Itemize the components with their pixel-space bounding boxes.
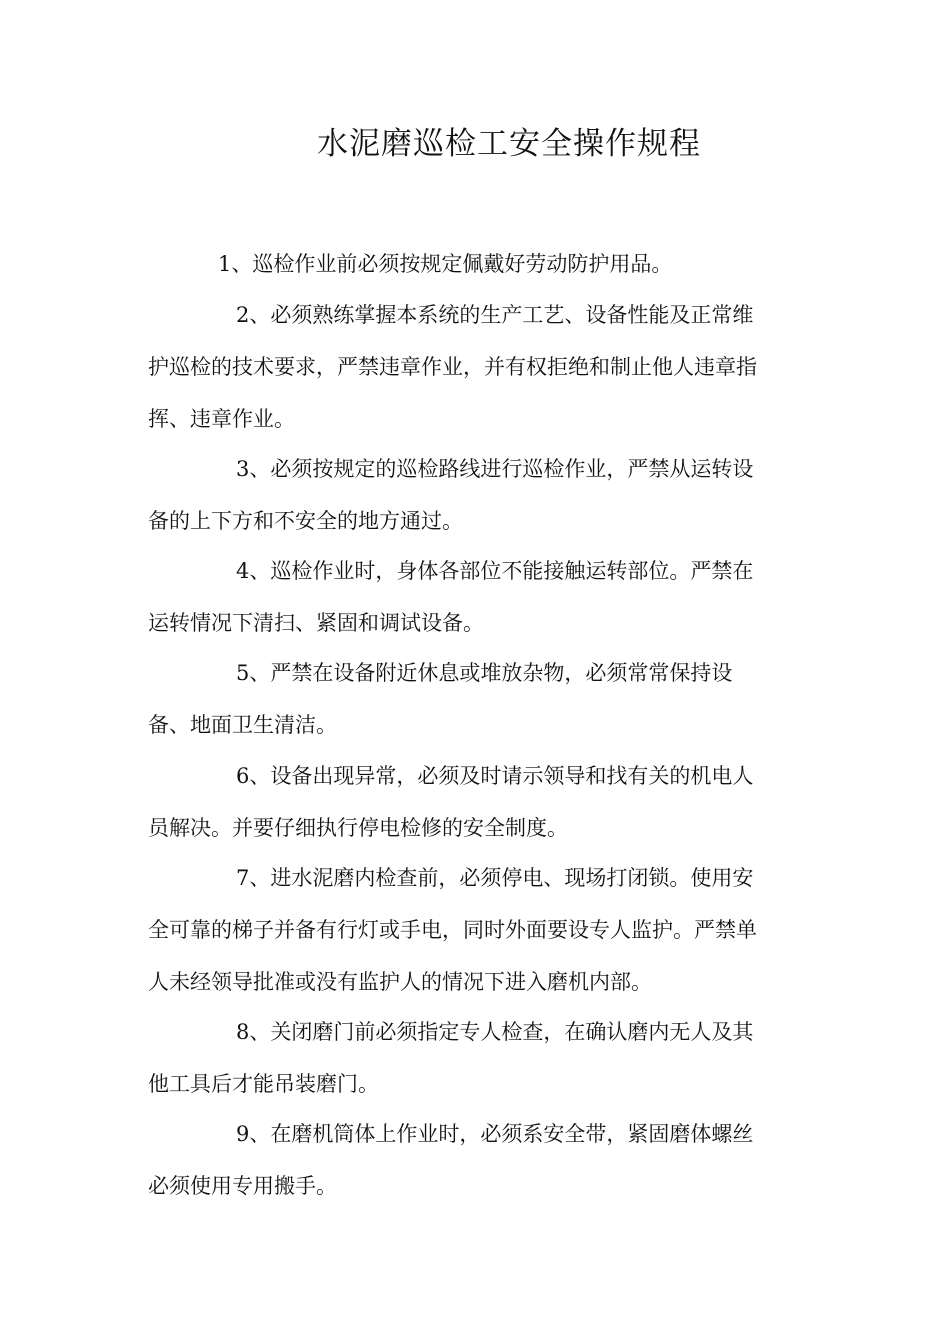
- rule-line: 运转情况下清扫、紧固和调试设备。: [148, 611, 484, 635]
- rule-item-9: [148, 1108, 808, 1212]
- rule-item-5: [148, 647, 808, 751]
- rule-item-7: [148, 852, 808, 1008]
- rule-item-1: [148, 238, 808, 290]
- rule-item-2: [148, 289, 808, 445]
- rule-line: 8、关闭磨门前必须指定专人检查，在确认磨内无人及其: [236, 1020, 754, 1044]
- rule-line: 4、巡检作业时，身体各部位不能接触运转部位。严禁在: [236, 559, 754, 583]
- rule-line: 全可靠的梯子并备有行灯或手电，同时外面要设专人监护。严禁单: [148, 918, 757, 942]
- rule-line: 9、在磨机筒体上作业时，必须系安全带，紧固磨体螺丝: [236, 1122, 754, 1146]
- rule-line: 备的上下方和不安全的地方通过。: [148, 509, 463, 533]
- rule-line: 6、设备出现异常，必须及时请示领导和找有关的机电人: [236, 764, 754, 788]
- rule-line: 员解决。并要仔细执行停电检修的安全制度。: [148, 816, 568, 840]
- rule-item-3: [148, 443, 808, 547]
- rule-line: 3、必须按规定的巡检路线进行巡检作业，严禁从运转设: [236, 457, 754, 481]
- rule-line: 必须使用专用搬手。: [148, 1174, 337, 1198]
- document-title: 水泥磨巡检工安全操作规程: [317, 126, 701, 162]
- rule-line: 护巡检的技术要求，严禁违章作业，并有权拒绝和制止他人违章指: [148, 355, 757, 379]
- rule-line: 他工具后才能吊装磨门。: [148, 1072, 379, 1096]
- rule-line: 备、地面卫生清洁。: [148, 713, 337, 737]
- rule-line: 人未经领导批准或没有监护人的情况下进入磨机内部。: [148, 970, 652, 994]
- rule-item-4: [148, 545, 808, 649]
- rule-line: 2、必须熟练掌握本系统的生产工艺、设备性能及正常维: [236, 303, 754, 327]
- rule-item-8: [148, 1006, 808, 1110]
- rule-item-6: [148, 750, 808, 854]
- rule-line: 5、严禁在设备附近休息或堆放杂物，必须常常保持设: [236, 661, 733, 685]
- rule-line: 挥、违章作业。: [148, 407, 295, 431]
- rule-line: 7、进水泥磨内检查前，必须停电、现场打闭锁。使用安: [236, 866, 754, 890]
- rule-line: 1、巡检作业前必须按规定佩戴好劳动防护用品。: [218, 252, 673, 276]
